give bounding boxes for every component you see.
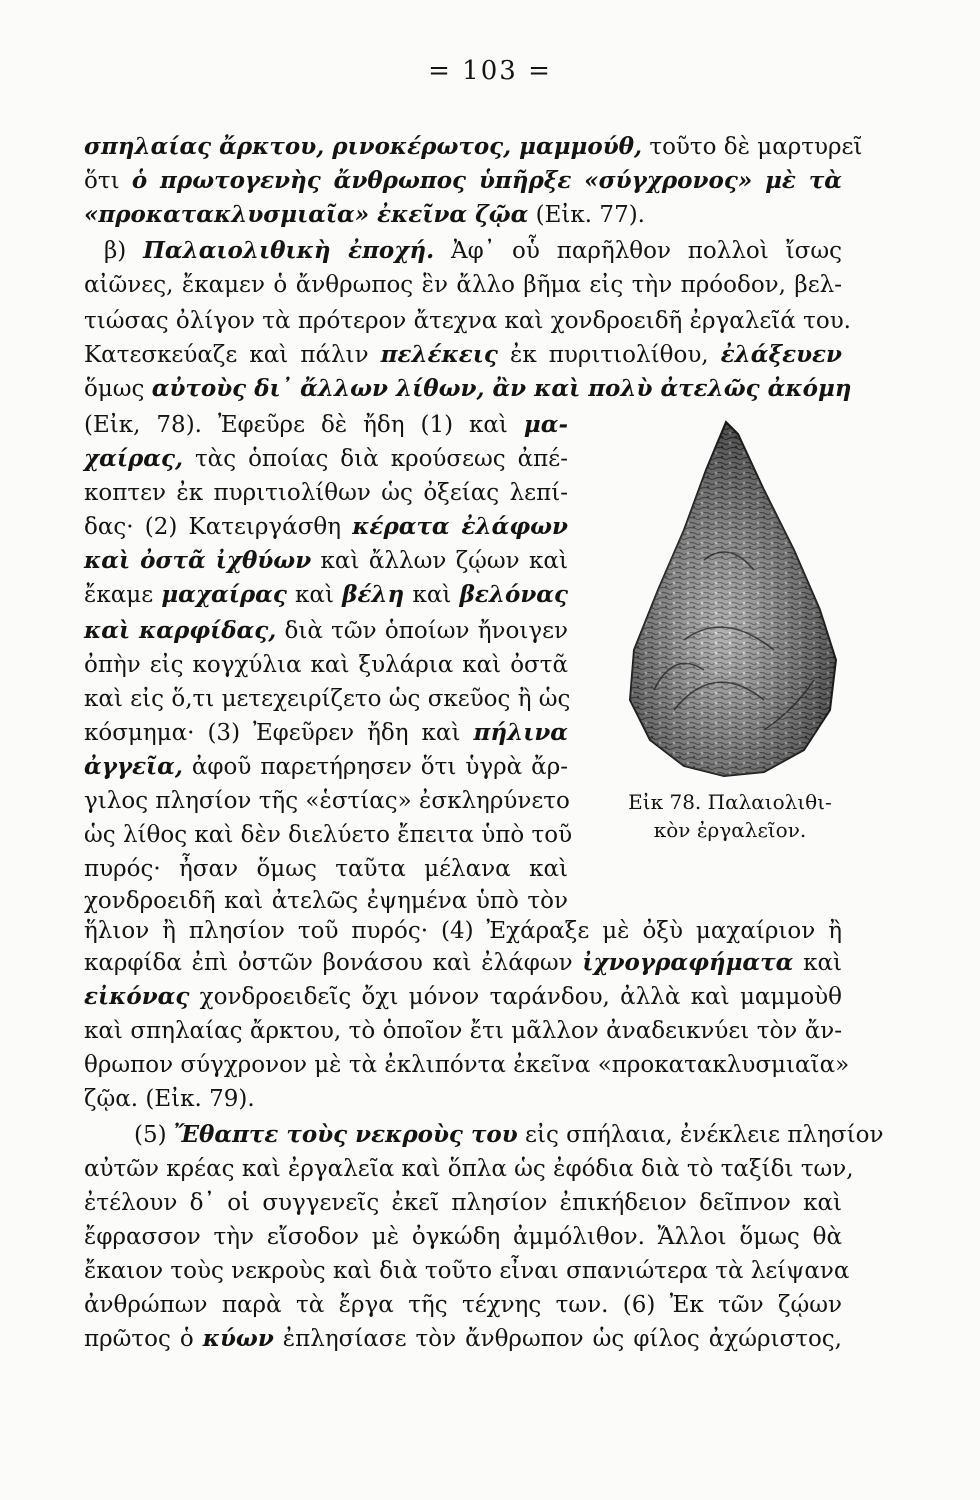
text-line: εἰκόνας χονδροειδεῖς ὄχι μόνον ταράνδου, ἀλλὰ καὶ μαμμοὺθ	[84, 983, 842, 1010]
text-line: πρῶτος ὁ κύων ἐπλησίασε τὸν ἄνθρωπον ὡς φίλος ἀχώριστος,	[84, 1325, 842, 1352]
text-line: ἔκαιον τοὺς νεκροὺς καὶ διὰ τοῦτο εἶναι σπανιώτερα τὰ λείψανα	[84, 1258, 850, 1284]
figure-caption	[600, 788, 860, 844]
text-line: (Εἰκ, 78). Ἐφεῦρε δὲ ἤδη (1) καὶ μα-	[84, 411, 568, 438]
text-line: καρφίδα ἐπὶ ὀστῶν βονάσου καὶ ἐλάφων ἰχνογραφήματα καὶ	[84, 949, 842, 976]
text-line: ὅτι ὁ πρωτογενὴς ἄνθρωπος ὑπῆρξε «σύγχρονος» μὲ τὰ	[84, 167, 843, 194]
caption-line: κὸν ἐργαλεῖον.	[653, 818, 807, 842]
text-line: κοπτεν ἐκ πυριτιολίθων ὡς ὀξείας λεπί-	[84, 480, 568, 506]
text-line: (5) Ἔθαπτε τοὺς νεκροὺς του εἰς σπήλαια, ἐνέκλειε πλησίον	[134, 1121, 884, 1148]
text-line: χονδροειδῆ καὶ ἀτελῶς ἐψημένα ὑπὸ τὸν	[84, 888, 568, 914]
text-line: καὶ ὀστᾶ ἰχθύων καὶ ἄλλων ζῴων καὶ	[84, 547, 568, 574]
text-line: ὅμως αὐτοὺς δι᾽ ἄλλων λίθων, ἂν καὶ πολὺ ἀτελῶς ἀκόμη	[84, 375, 852, 402]
text-line: ἀνθρώπων παρὰ τὰ ἔργα τῆς τέχνης των. (6) Ἐκ τῶν ζῴων	[84, 1292, 842, 1318]
text-line: ὡς λίθος καὶ δὲν διελύετο ἔπειτα ὑπὸ τοῦ	[84, 822, 573, 848]
text-line: ἥλιον ἢ πλησίον τοῦ πυρός· (4) Ἐχάραξε μὲ ὀξὺ μαχαίριον ἢ	[84, 918, 842, 944]
hand-axe-illustration	[614, 410, 854, 790]
text-line: ἔφρασσον τὴν εἴσοδον μὲ ὀγκώδη ἀμμόλιθον. Ἄλλοι ὅμως θὰ	[84, 1224, 842, 1250]
text-line: β) Παλαιολιθικὴ ἐποχή. Ἀφ᾽ οὗ παρῆλθον πολλοὶ ἴσως	[104, 237, 842, 264]
text-line: ἐτέλουν δ᾽ οἱ συγγενεῖς ἐκεῖ πλησίον ἐπικήδειον δεῖπνον καὶ	[84, 1190, 842, 1216]
text-line: θρωπον σύγχρονον μὲ τὰ ἐκλιπόντα ἐκεῖνα «προκατακλυσμιαῖα»	[84, 1052, 850, 1078]
text-line: πυρός· ἦσαν ὅμως ταῦτα μέλανα καὶ	[84, 856, 568, 882]
text-line: αὐτῶν κρέας καὶ ἐργαλεῖα καὶ ὅπλα ὡς ἐφόδια διὰ τὸ ταξίδι των,	[84, 1156, 854, 1182]
text-line: καὶ εἰς ὅ,τι μετεχειρίζετο ὡς σκεῦος ἢ ὡς	[84, 686, 571, 712]
text-line: τιώσας ὀλίγον τὰ πρότερον ἄτεχνα καὶ χονδροειδῆ ἐργαλεῖά του.	[84, 308, 851, 334]
text-line: σπηλαίας ἄρκτου, ρινοκέρωτος, μαμμούθ, τοῦτο δὲ μαρτυρεῖ	[84, 133, 863, 160]
text-line: ἔκαμε μαχαίρας καὶ βέλη καὶ βελόνας	[84, 581, 569, 608]
text-line: καὶ καρφίδας, διὰ τῶν ὁποίων ἤνοιγεν	[84, 617, 568, 644]
text-line: «προκατακλυσμιαῖα» ἐκεῖνα ζῷα (Εἰκ. 77).	[84, 201, 645, 228]
page-number: = 103 =	[428, 56, 552, 86]
caption-line: Εἰκ 78. Παλαιολιθι-	[628, 790, 832, 814]
paleolithic-tool-figure	[614, 410, 854, 790]
text-line: ὀπὴν εἰς κογχύλια καὶ ξυλάρια καὶ ὀστᾶ	[84, 652, 568, 678]
text-line: κόσμημα· (3) Ἐφεῦρεν ἤδη καὶ πήλινα	[84, 719, 568, 746]
text-line: Κατεσκεύαζε καὶ πάλιν πελέκεις ἐκ πυριτιολίθου, ἐλάξευεν	[84, 341, 842, 368]
text-line: χαίρας, τὰς ὁποίας διὰ κρούσεως ἀπέ-	[84, 445, 568, 472]
text-line: δας· (2) Κατειργάσθη κέρατα ἐλάφων	[84, 513, 568, 540]
text-line: ζῷα. (Εἰκ. 79).	[84, 1086, 255, 1112]
text-line: γιλος πλησίον τῆς «ἑστίας» ἐσκληρύνετο	[84, 788, 570, 814]
text-line: αἰῶνες, ἔκαμεν ὁ ἄνθρωπος ἓν ἄλλο βῆμα εἰς τὴν πρόοδον, βελ-	[84, 272, 842, 298]
text-line: καὶ σπηλαίας ἄρκτου, τὸ ὁποῖον ἔτι μᾶλλον ἀναδεικνύει τὸν ἄν-	[84, 1018, 842, 1044]
text-line: ἀγγεῖα, ἀφοῦ παρετήρησεν ὅτι ὑγρὰ ἄρ-	[84, 753, 568, 780]
